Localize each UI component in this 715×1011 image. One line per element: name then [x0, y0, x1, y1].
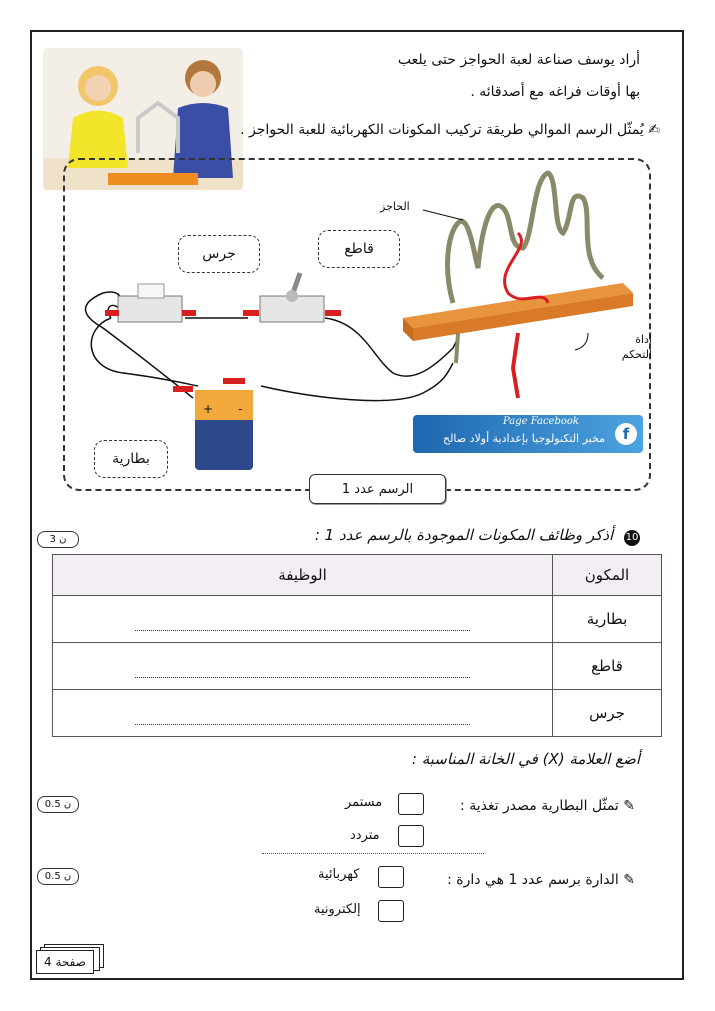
- col-component: المكون: [553, 555, 662, 596]
- q11-item2-text: ✎ الدارة برسم عدد 1 هي دارة :: [447, 872, 635, 888]
- pencil-icon: ✎: [623, 872, 635, 888]
- checkbox-alternating[interactable]: [398, 825, 424, 847]
- table-row: [53, 643, 662, 690]
- row-component: جرس: [553, 690, 662, 737]
- answer-field[interactable]: [53, 643, 553, 690]
- intro-line-1: أراد يوسف صناعة لعبة الحواجز حتى يلعب: [397, 52, 640, 68]
- separator: [262, 853, 484, 854]
- bubble-bell: جرس: [178, 235, 260, 273]
- q11-item1-score: 0.5 ن: [37, 796, 79, 813]
- checkbox-electronic[interactable]: [378, 900, 404, 922]
- q11-item1-text: ✎ تمثّل البطارية مصدر تغذية :: [460, 798, 635, 814]
- option-electrical: كهربائية: [318, 867, 360, 882]
- checkbox-electrical[interactable]: [378, 866, 404, 888]
- pencil-icon: ✎: [623, 798, 635, 814]
- checkbox-continuous[interactable]: [398, 793, 424, 815]
- table-row: [53, 690, 662, 737]
- answer-field[interactable]: [53, 596, 553, 643]
- table-row: [53, 596, 662, 643]
- option-continuous: مستمر: [345, 795, 383, 810]
- barrier-board: [403, 283, 633, 341]
- option-electronic: إلكترونية: [314, 902, 361, 917]
- intro-line-3: ✍ يُمثّل الرسم الموالي طريقة تركيب المكونات الكهربائية للعبة الحواجز .: [240, 122, 660, 138]
- page-number: صفحة 4: [36, 950, 94, 974]
- answer-field[interactable]: [53, 690, 553, 737]
- svg-text:+: +: [203, 402, 214, 416]
- q10-number: 10: [624, 530, 640, 546]
- functions-table: [52, 554, 662, 737]
- row-component: بطارية: [553, 596, 662, 643]
- facebook-name: مخبر التكنولوجيا بإعدادية أولاد صالح: [442, 432, 605, 445]
- figure-caption: الرسم عدد 1: [309, 474, 446, 504]
- label-barrier: الحاجز: [380, 200, 410, 213]
- option-alternating: متردد: [350, 828, 380, 843]
- row-component: قاطع: [553, 643, 662, 690]
- facebook-banner: [413, 415, 643, 453]
- q11-text: أضع العلامة (X) في الخانة المناسبة :: [411, 750, 640, 768]
- facebook-icon: f: [615, 423, 637, 445]
- intro-line-2: بها أوقات فراغه مع أصدقائه .: [470, 84, 640, 100]
- page-number-box: [36, 950, 96, 976]
- facebook-title: Page Facebook: [503, 416, 579, 427]
- col-function: الوظيفة: [53, 555, 553, 596]
- label-control: أداة التحكم: [621, 333, 652, 361]
- q11-item2-score: 0.5 ن: [37, 868, 79, 885]
- q10-score: 3 ن: [37, 531, 79, 548]
- svg-text:-: -: [238, 402, 243, 416]
- battery-component: [173, 378, 253, 470]
- q10-text: 10 أذكر وظائف المكونات الموجودة بالرسم عدد 1 :: [314, 526, 639, 544]
- bell-component: [105, 284, 196, 322]
- pencil-icon: ✍: [648, 122, 660, 138]
- switch-component: [243, 273, 341, 322]
- bubble-switch: قاطع: [318, 230, 400, 268]
- bubble-battery: بطارية: [94, 440, 168, 478]
